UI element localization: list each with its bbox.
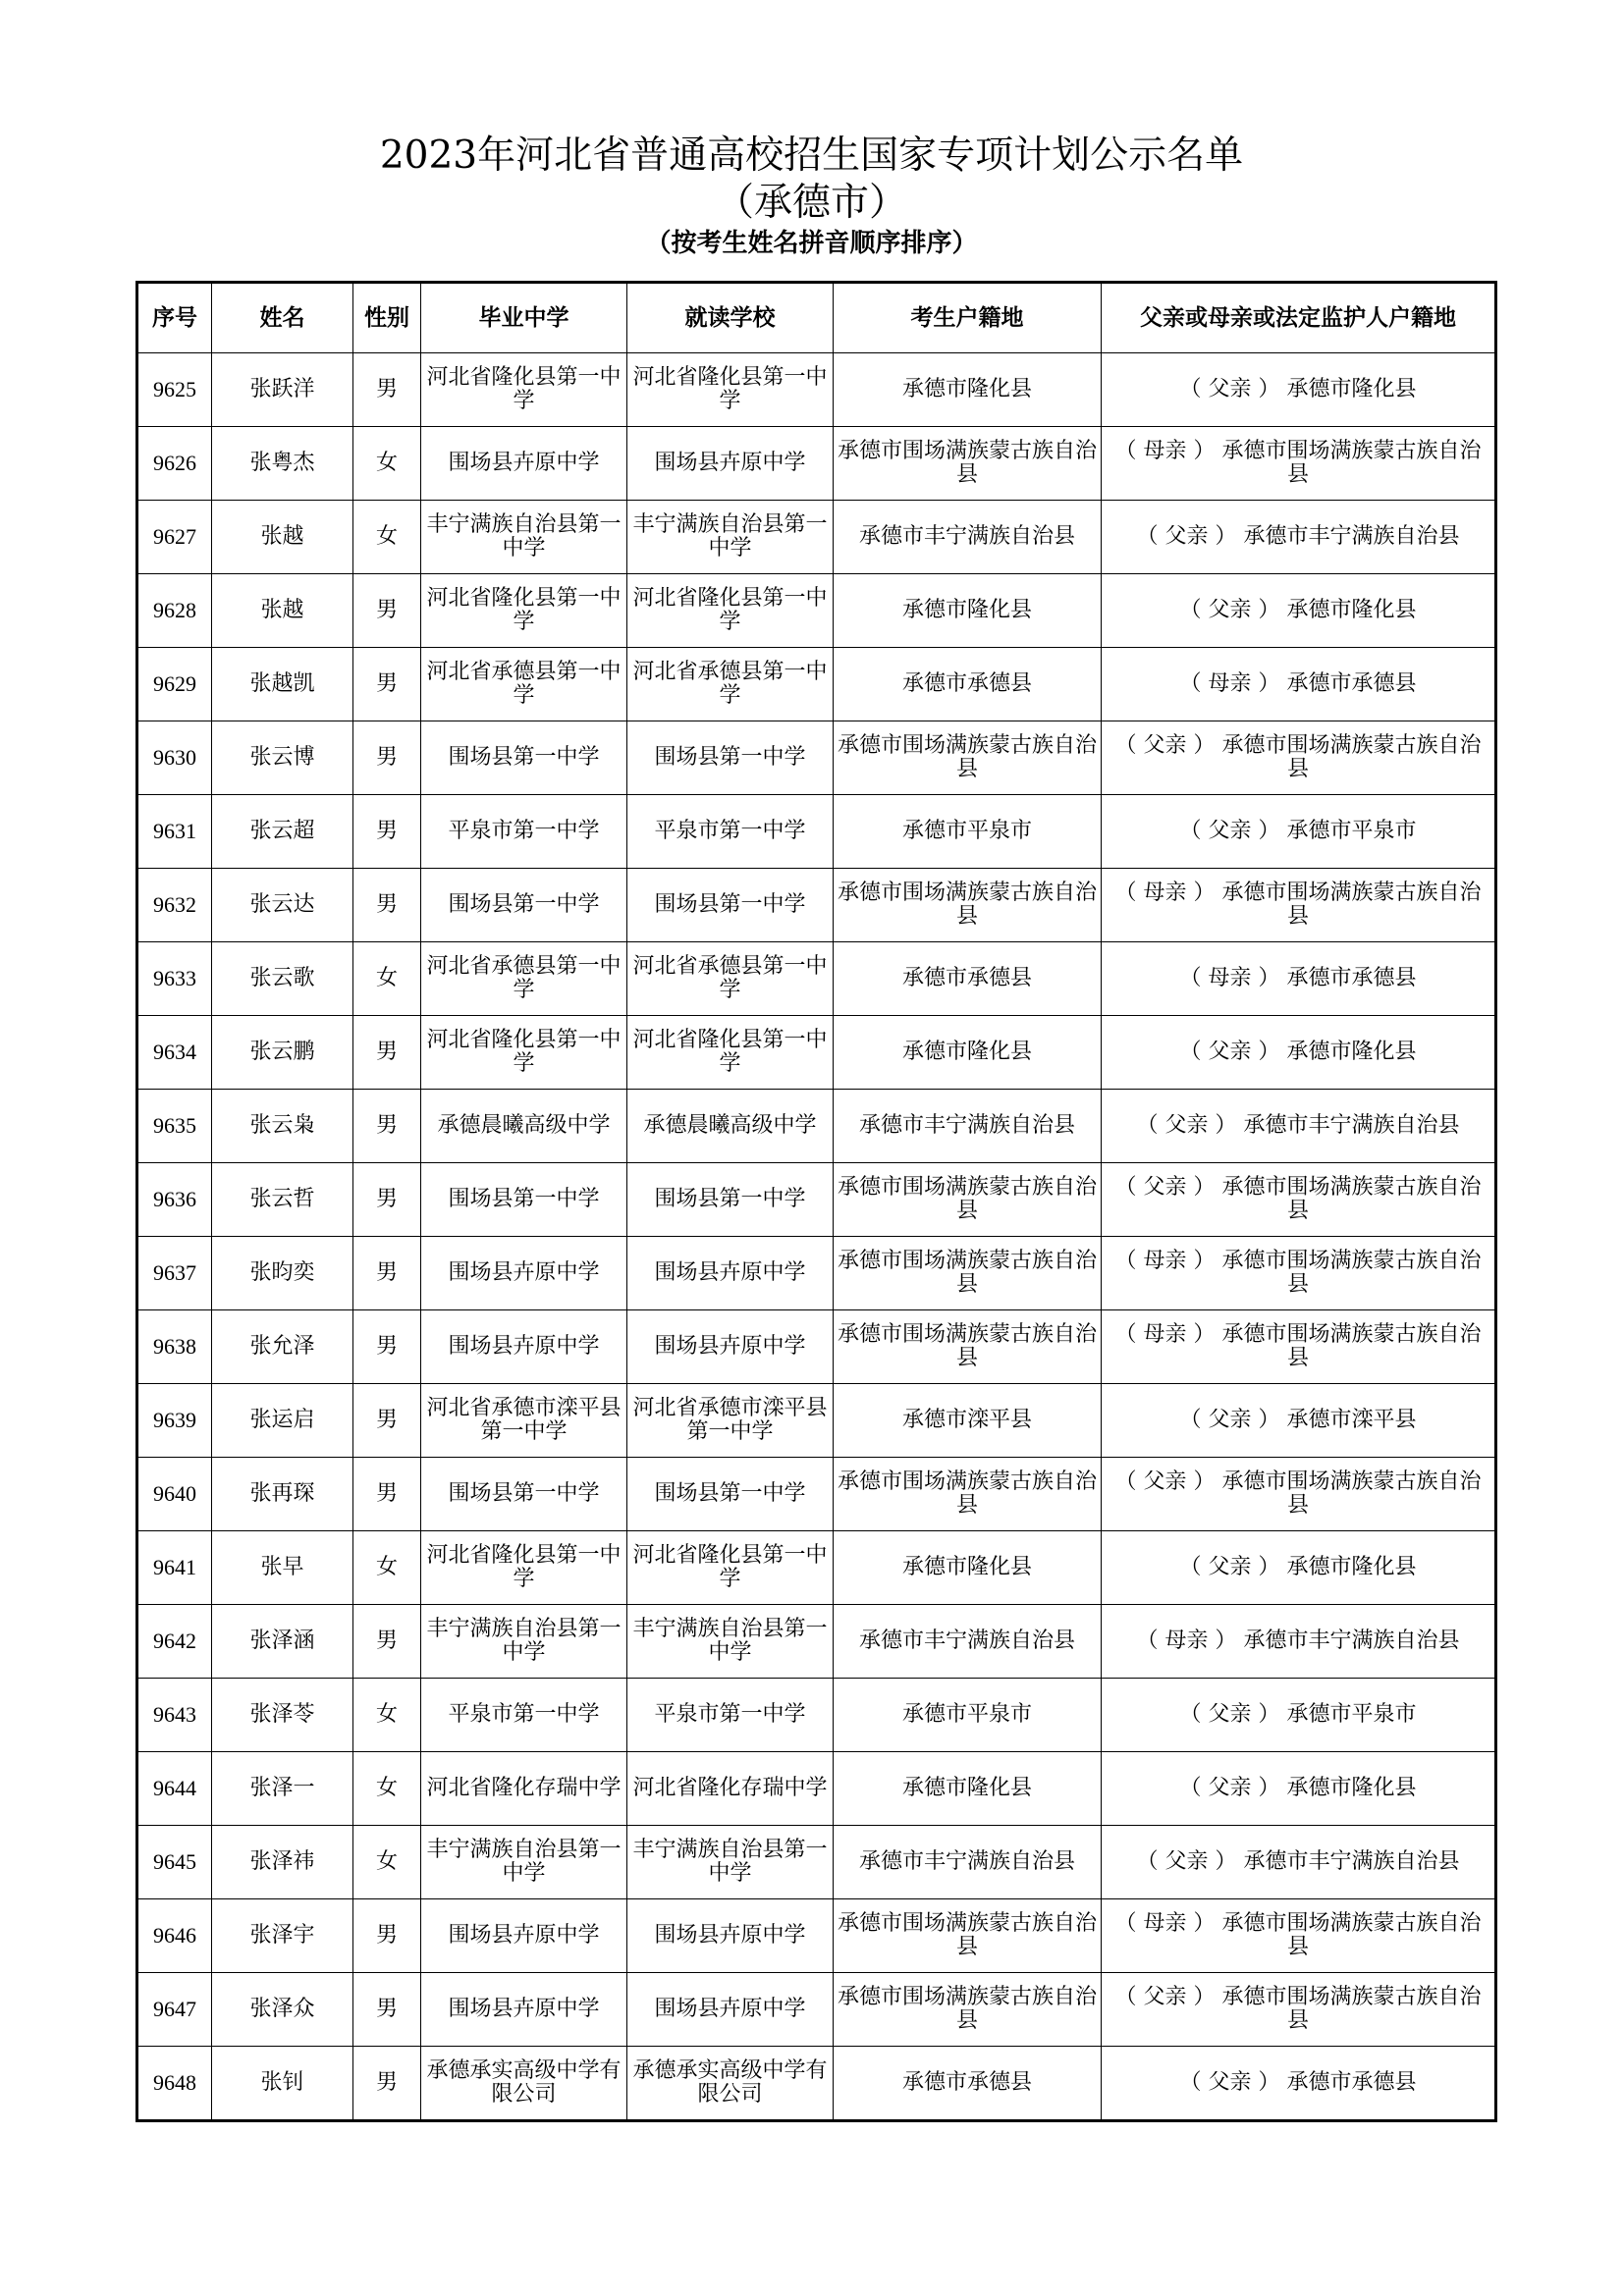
cell-gender: 女 [353, 501, 421, 574]
cell-name: 张钊 [212, 2047, 353, 2121]
cell-seq: 9645 [137, 1826, 212, 1899]
table-row [137, 721, 1496, 795]
table-row [137, 1752, 1496, 1826]
cell-residence: 承德市平泉市 [834, 1679, 1102, 1752]
cell-residence: 承德市隆化县 [834, 574, 1102, 648]
cell-gender: 男 [353, 869, 421, 942]
cell-grad-school: 河北省隆化县第一中学 [421, 574, 627, 648]
cell-current-school: 围场县卉原中学 [627, 1237, 834, 1310]
cell-grad-school: 围场县卉原中学 [421, 1973, 627, 2047]
cell-name: 张越凯 [212, 648, 353, 721]
cell-guardian: （ 父亲 ） 承德市隆化县 [1102, 1531, 1496, 1605]
cell-current-school: 河北省承德县第一中学 [627, 942, 834, 1016]
cell-grad-school: 河北省承德市滦平县第一中学 [421, 1384, 627, 1458]
cell-name: 张云枭 [212, 1090, 353, 1163]
cell-residence: 承德市平泉市 [834, 795, 1102, 869]
cell-residence: 承德市隆化县 [834, 1752, 1102, 1826]
cell-residence: 承德市围场满族蒙古族自治县 [834, 1899, 1102, 1973]
cell-name: 张再琛 [212, 1458, 353, 1531]
cell-residence: 承德市丰宁满族自治县 [834, 1826, 1102, 1899]
cell-current-school: 河北省隆化县第一中学 [627, 1016, 834, 1090]
cell-residence: 承德市围场满族蒙古族自治县 [834, 1237, 1102, 1310]
col-header-name: 姓名 [212, 283, 353, 353]
cell-gender: 男 [353, 1605, 421, 1679]
cell-seq: 9625 [137, 353, 212, 427]
cell-grad-school: 丰宁满族自治县第一中学 [421, 501, 627, 574]
cell-gender: 女 [353, 1752, 421, 1826]
table-row [137, 1384, 1496, 1458]
cell-guardian: （ 父亲 ） 承德市承德县 [1102, 2047, 1496, 2121]
cell-seq: 9632 [137, 869, 212, 942]
table-row [137, 1016, 1496, 1090]
cell-residence: 承德市围场满族蒙古族自治县 [834, 1458, 1102, 1531]
cell-grad-school: 河北省承德县第一中学 [421, 942, 627, 1016]
cell-grad-school: 围场县第一中学 [421, 1458, 627, 1531]
table-row [137, 1237, 1496, 1310]
table-row [137, 1531, 1496, 1605]
table-row [137, 1679, 1496, 1752]
cell-seq: 9644 [137, 1752, 212, 1826]
cell-current-school: 平泉市第一中学 [627, 795, 834, 869]
cell-seq: 9639 [137, 1384, 212, 1458]
cell-name: 张云博 [212, 721, 353, 795]
cell-seq: 9629 [137, 648, 212, 721]
cell-gender: 男 [353, 1384, 421, 1458]
cell-guardian: （ 母亲 ） 承德市承德县 [1102, 942, 1496, 1016]
cell-seq: 9648 [137, 2047, 212, 2121]
table-row [137, 1163, 1496, 1237]
cell-grad-school: 丰宁满族自治县第一中学 [421, 1826, 627, 1899]
cell-gender: 男 [353, 574, 421, 648]
cell-residence: 承德市承德县 [834, 942, 1102, 1016]
cell-seq: 9636 [137, 1163, 212, 1237]
col-header-gender: 性别 [353, 283, 421, 353]
cell-seq: 9630 [137, 721, 212, 795]
cell-current-school: 围场县卉原中学 [627, 1973, 834, 2047]
cell-gender: 男 [353, 648, 421, 721]
cell-seq: 9631 [137, 795, 212, 869]
col-header-current-school: 就读学校 [627, 283, 834, 353]
table-row [137, 574, 1496, 648]
cell-residence: 承德市承德县 [834, 2047, 1102, 2121]
cell-name: 张云哲 [212, 1163, 353, 1237]
table-row [137, 1458, 1496, 1531]
cell-seq: 9634 [137, 1016, 212, 1090]
cell-seq: 9646 [137, 1899, 212, 1973]
cell-gender: 男 [353, 721, 421, 795]
cell-residence: 承德市围场满族蒙古族自治县 [834, 427, 1102, 501]
cell-guardian: （ 父亲 ） 承德市平泉市 [1102, 1679, 1496, 1752]
cell-gender: 男 [353, 795, 421, 869]
cell-gender: 男 [353, 353, 421, 427]
col-header-guardian: 父亲或母亲或法定监护人户籍地 [1102, 283, 1496, 353]
cell-grad-school: 河北省承德县第一中学 [421, 648, 627, 721]
roster-table [135, 281, 1497, 2122]
cell-name: 张泽众 [212, 1973, 353, 2047]
cell-seq: 9627 [137, 501, 212, 574]
cell-gender: 男 [353, 1016, 421, 1090]
cell-current-school: 河北省隆化存瑞中学 [627, 1752, 834, 1826]
cell-gender: 男 [353, 1090, 421, 1163]
cell-residence: 承德市隆化县 [834, 1531, 1102, 1605]
cell-grad-school: 围场县卉原中学 [421, 1310, 627, 1384]
header-row [137, 283, 1496, 353]
cell-guardian: （ 父亲 ） 承德市隆化县 [1102, 1016, 1496, 1090]
cell-name: 张泽一 [212, 1752, 353, 1826]
table-row [137, 1826, 1496, 1899]
cell-grad-school: 围场县第一中学 [421, 869, 627, 942]
cell-residence: 承德市丰宁满族自治县 [834, 1605, 1102, 1679]
cell-name: 张泽宇 [212, 1899, 353, 1973]
cell-current-school: 丰宁满族自治县第一中学 [627, 501, 834, 574]
cell-guardian: （ 母亲 ） 承德市围场满族蒙古族自治县 [1102, 1237, 1496, 1310]
cell-name: 张云超 [212, 795, 353, 869]
cell-guardian: （ 父亲 ） 承德市隆化县 [1102, 574, 1496, 648]
cell-name: 张越 [212, 574, 353, 648]
table-row [137, 353, 1496, 427]
cell-guardian: （ 母亲 ） 承德市围场满族蒙古族自治县 [1102, 869, 1496, 942]
cell-grad-school: 承德晨曦高级中学 [421, 1090, 627, 1163]
cell-residence: 承德市丰宁满族自治县 [834, 501, 1102, 574]
cell-current-school: 丰宁满族自治县第一中学 [627, 1605, 834, 1679]
cell-guardian: （ 父亲 ） 承德市围场满族蒙古族自治县 [1102, 1163, 1496, 1237]
cell-residence: 承德市承德县 [834, 648, 1102, 721]
cell-current-school: 围场县卉原中学 [627, 427, 834, 501]
cell-grad-school: 河北省隆化县第一中学 [421, 1531, 627, 1605]
cell-seq: 9640 [137, 1458, 212, 1531]
cell-current-school: 承德晨曦高级中学 [627, 1090, 834, 1163]
table-row [137, 795, 1496, 869]
cell-name: 张云鹏 [212, 1016, 353, 1090]
cell-name: 张越 [212, 501, 353, 574]
document-title: 2023年河北省普通高校招生国家专项计划公示名单 [379, 133, 1244, 178]
sort-note: （按考生姓名拼音顺序排序） [645, 229, 978, 258]
cell-grad-school: 围场县卉原中学 [421, 427, 627, 501]
cell-guardian: （ 父亲 ） 承德市丰宁满族自治县 [1102, 1090, 1496, 1163]
cell-seq: 9643 [137, 1679, 212, 1752]
cell-grad-school: 平泉市第一中学 [421, 1679, 627, 1752]
cell-gender: 男 [353, 2047, 421, 2121]
cell-seq: 9638 [137, 1310, 212, 1384]
cell-residence: 承德市滦平县 [834, 1384, 1102, 1458]
cell-grad-school: 围场县第一中学 [421, 1163, 627, 1237]
table-row [137, 942, 1496, 1016]
cell-gender: 男 [353, 1310, 421, 1384]
cell-name: 张运启 [212, 1384, 353, 1458]
cell-name: 张粤杰 [212, 427, 353, 501]
cell-seq: 9642 [137, 1605, 212, 1679]
cell-guardian: （ 父亲 ） 承德市围场满族蒙古族自治县 [1102, 721, 1496, 795]
cell-guardian: （ 母亲 ） 承德市承德县 [1102, 648, 1496, 721]
cell-guardian: （ 父亲 ） 承德市隆化县 [1102, 353, 1496, 427]
cell-gender: 女 [353, 1826, 421, 1899]
document-region-title: （承德市） [715, 181, 907, 225]
cell-current-school: 河北省承德市滦平县第一中学 [627, 1384, 834, 1458]
table-row [137, 869, 1496, 942]
cell-current-school: 河北省隆化县第一中学 [627, 353, 834, 427]
cell-grad-school: 平泉市第一中学 [421, 795, 627, 869]
cell-gender: 男 [353, 1973, 421, 2047]
table-row [137, 648, 1496, 721]
cell-seq: 9647 [137, 1973, 212, 2047]
cell-current-school: 丰宁满族自治县第一中学 [627, 1826, 834, 1899]
cell-name: 张允泽 [212, 1310, 353, 1384]
col-header-residence: 考生户籍地 [834, 283, 1102, 353]
cell-seq: 9626 [137, 427, 212, 501]
cell-guardian: （ 父亲 ） 承德市隆化县 [1102, 1752, 1496, 1826]
cell-gender: 女 [353, 427, 421, 501]
cell-seq: 9628 [137, 574, 212, 648]
cell-current-school: 围场县卉原中学 [627, 1310, 834, 1384]
cell-grad-school: 河北省隆化县第一中学 [421, 1016, 627, 1090]
cell-grad-school: 围场县卉原中学 [421, 1237, 627, 1310]
cell-guardian: （ 父亲 ） 承德市围场满族蒙古族自治县 [1102, 1458, 1496, 1531]
cell-residence: 承德市围场满族蒙古族自治县 [834, 1973, 1102, 2047]
cell-seq: 9633 [137, 942, 212, 1016]
cell-residence: 承德市围场满族蒙古族自治县 [834, 721, 1102, 795]
cell-name: 张早 [212, 1531, 353, 1605]
cell-name: 张跃洋 [212, 353, 353, 427]
cell-residence: 承德市丰宁满族自治县 [834, 1090, 1102, 1163]
table-row [137, 1973, 1496, 2047]
cell-guardian: （ 父亲 ） 承德市滦平县 [1102, 1384, 1496, 1458]
cell-seq: 9637 [137, 1237, 212, 1310]
cell-name: 张泽涵 [212, 1605, 353, 1679]
cell-guardian: （ 父亲 ） 承德市丰宁满族自治县 [1102, 501, 1496, 574]
cell-grad-school: 丰宁满族自治县第一中学 [421, 1605, 627, 1679]
cell-gender: 女 [353, 942, 421, 1016]
col-header-seq: 序号 [137, 283, 212, 353]
cell-guardian: （ 母亲 ） 承德市丰宁满族自治县 [1102, 1605, 1496, 1679]
table-row [137, 1899, 1496, 1973]
cell-grad-school: 承德承实高级中学有限公司 [421, 2047, 627, 2121]
cell-current-school: 围场县第一中学 [627, 1163, 834, 1237]
cell-current-school: 围场县第一中学 [627, 869, 834, 942]
cell-residence: 承德市隆化县 [834, 353, 1102, 427]
cell-guardian: （ 母亲 ） 承德市围场满族蒙古族自治县 [1102, 427, 1496, 501]
cell-name: 张昀奕 [212, 1237, 353, 1310]
cell-gender: 男 [353, 1899, 421, 1973]
cell-current-school: 河北省隆化县第一中学 [627, 574, 834, 648]
cell-guardian: （ 父亲 ） 承德市围场满族蒙古族自治县 [1102, 1973, 1496, 2047]
cell-residence: 承德市围场满族蒙古族自治县 [834, 1163, 1102, 1237]
cell-gender: 男 [353, 1458, 421, 1531]
roster-body [137, 353, 1496, 2121]
table-row [137, 2047, 1496, 2121]
cell-grad-school: 围场县第一中学 [421, 721, 627, 795]
cell-residence: 承德市围场满族蒙古族自治县 [834, 1310, 1102, 1384]
cell-current-school: 围场县第一中学 [627, 1458, 834, 1531]
cell-guardian: （ 母亲 ） 承德市围场满族蒙古族自治县 [1102, 1310, 1496, 1384]
table-row [137, 1090, 1496, 1163]
cell-gender: 女 [353, 1531, 421, 1605]
cell-name: 张泽祎 [212, 1826, 353, 1899]
cell-gender: 男 [353, 1237, 421, 1310]
cell-guardian: （ 父亲 ） 承德市丰宁满族自治县 [1102, 1826, 1496, 1899]
cell-current-school: 河北省隆化县第一中学 [627, 1531, 834, 1605]
cell-grad-school: 河北省隆化县第一中学 [421, 353, 627, 427]
col-header-grad-school: 毕业中学 [421, 283, 627, 353]
table-row [137, 427, 1496, 501]
table-row [137, 1310, 1496, 1384]
cell-seq: 9641 [137, 1531, 212, 1605]
cell-gender: 男 [353, 1163, 421, 1237]
table-row [137, 1605, 1496, 1679]
cell-current-school: 平泉市第一中学 [627, 1679, 834, 1752]
cell-guardian: （ 母亲 ） 承德市围场满族蒙古族自治县 [1102, 1899, 1496, 1973]
cell-current-school: 围场县第一中学 [627, 721, 834, 795]
cell-grad-school: 河北省隆化存瑞中学 [421, 1752, 627, 1826]
table-row [137, 501, 1496, 574]
cell-name: 张泽苓 [212, 1679, 353, 1752]
cell-current-school: 承德承实高级中学有限公司 [627, 2047, 834, 2121]
cell-current-school: 河北省承德县第一中学 [627, 648, 834, 721]
cell-guardian: （ 父亲 ） 承德市平泉市 [1102, 795, 1496, 869]
cell-seq: 9635 [137, 1090, 212, 1163]
cell-residence: 承德市隆化县 [834, 1016, 1102, 1090]
cell-name: 张云达 [212, 869, 353, 942]
cell-gender: 女 [353, 1679, 421, 1752]
cell-residence: 承德市围场满族蒙古族自治县 [834, 869, 1102, 942]
cell-grad-school: 围场县卉原中学 [421, 1899, 627, 1973]
cell-name: 张云歌 [212, 942, 353, 1016]
cell-current-school: 围场县卉原中学 [627, 1899, 834, 1973]
